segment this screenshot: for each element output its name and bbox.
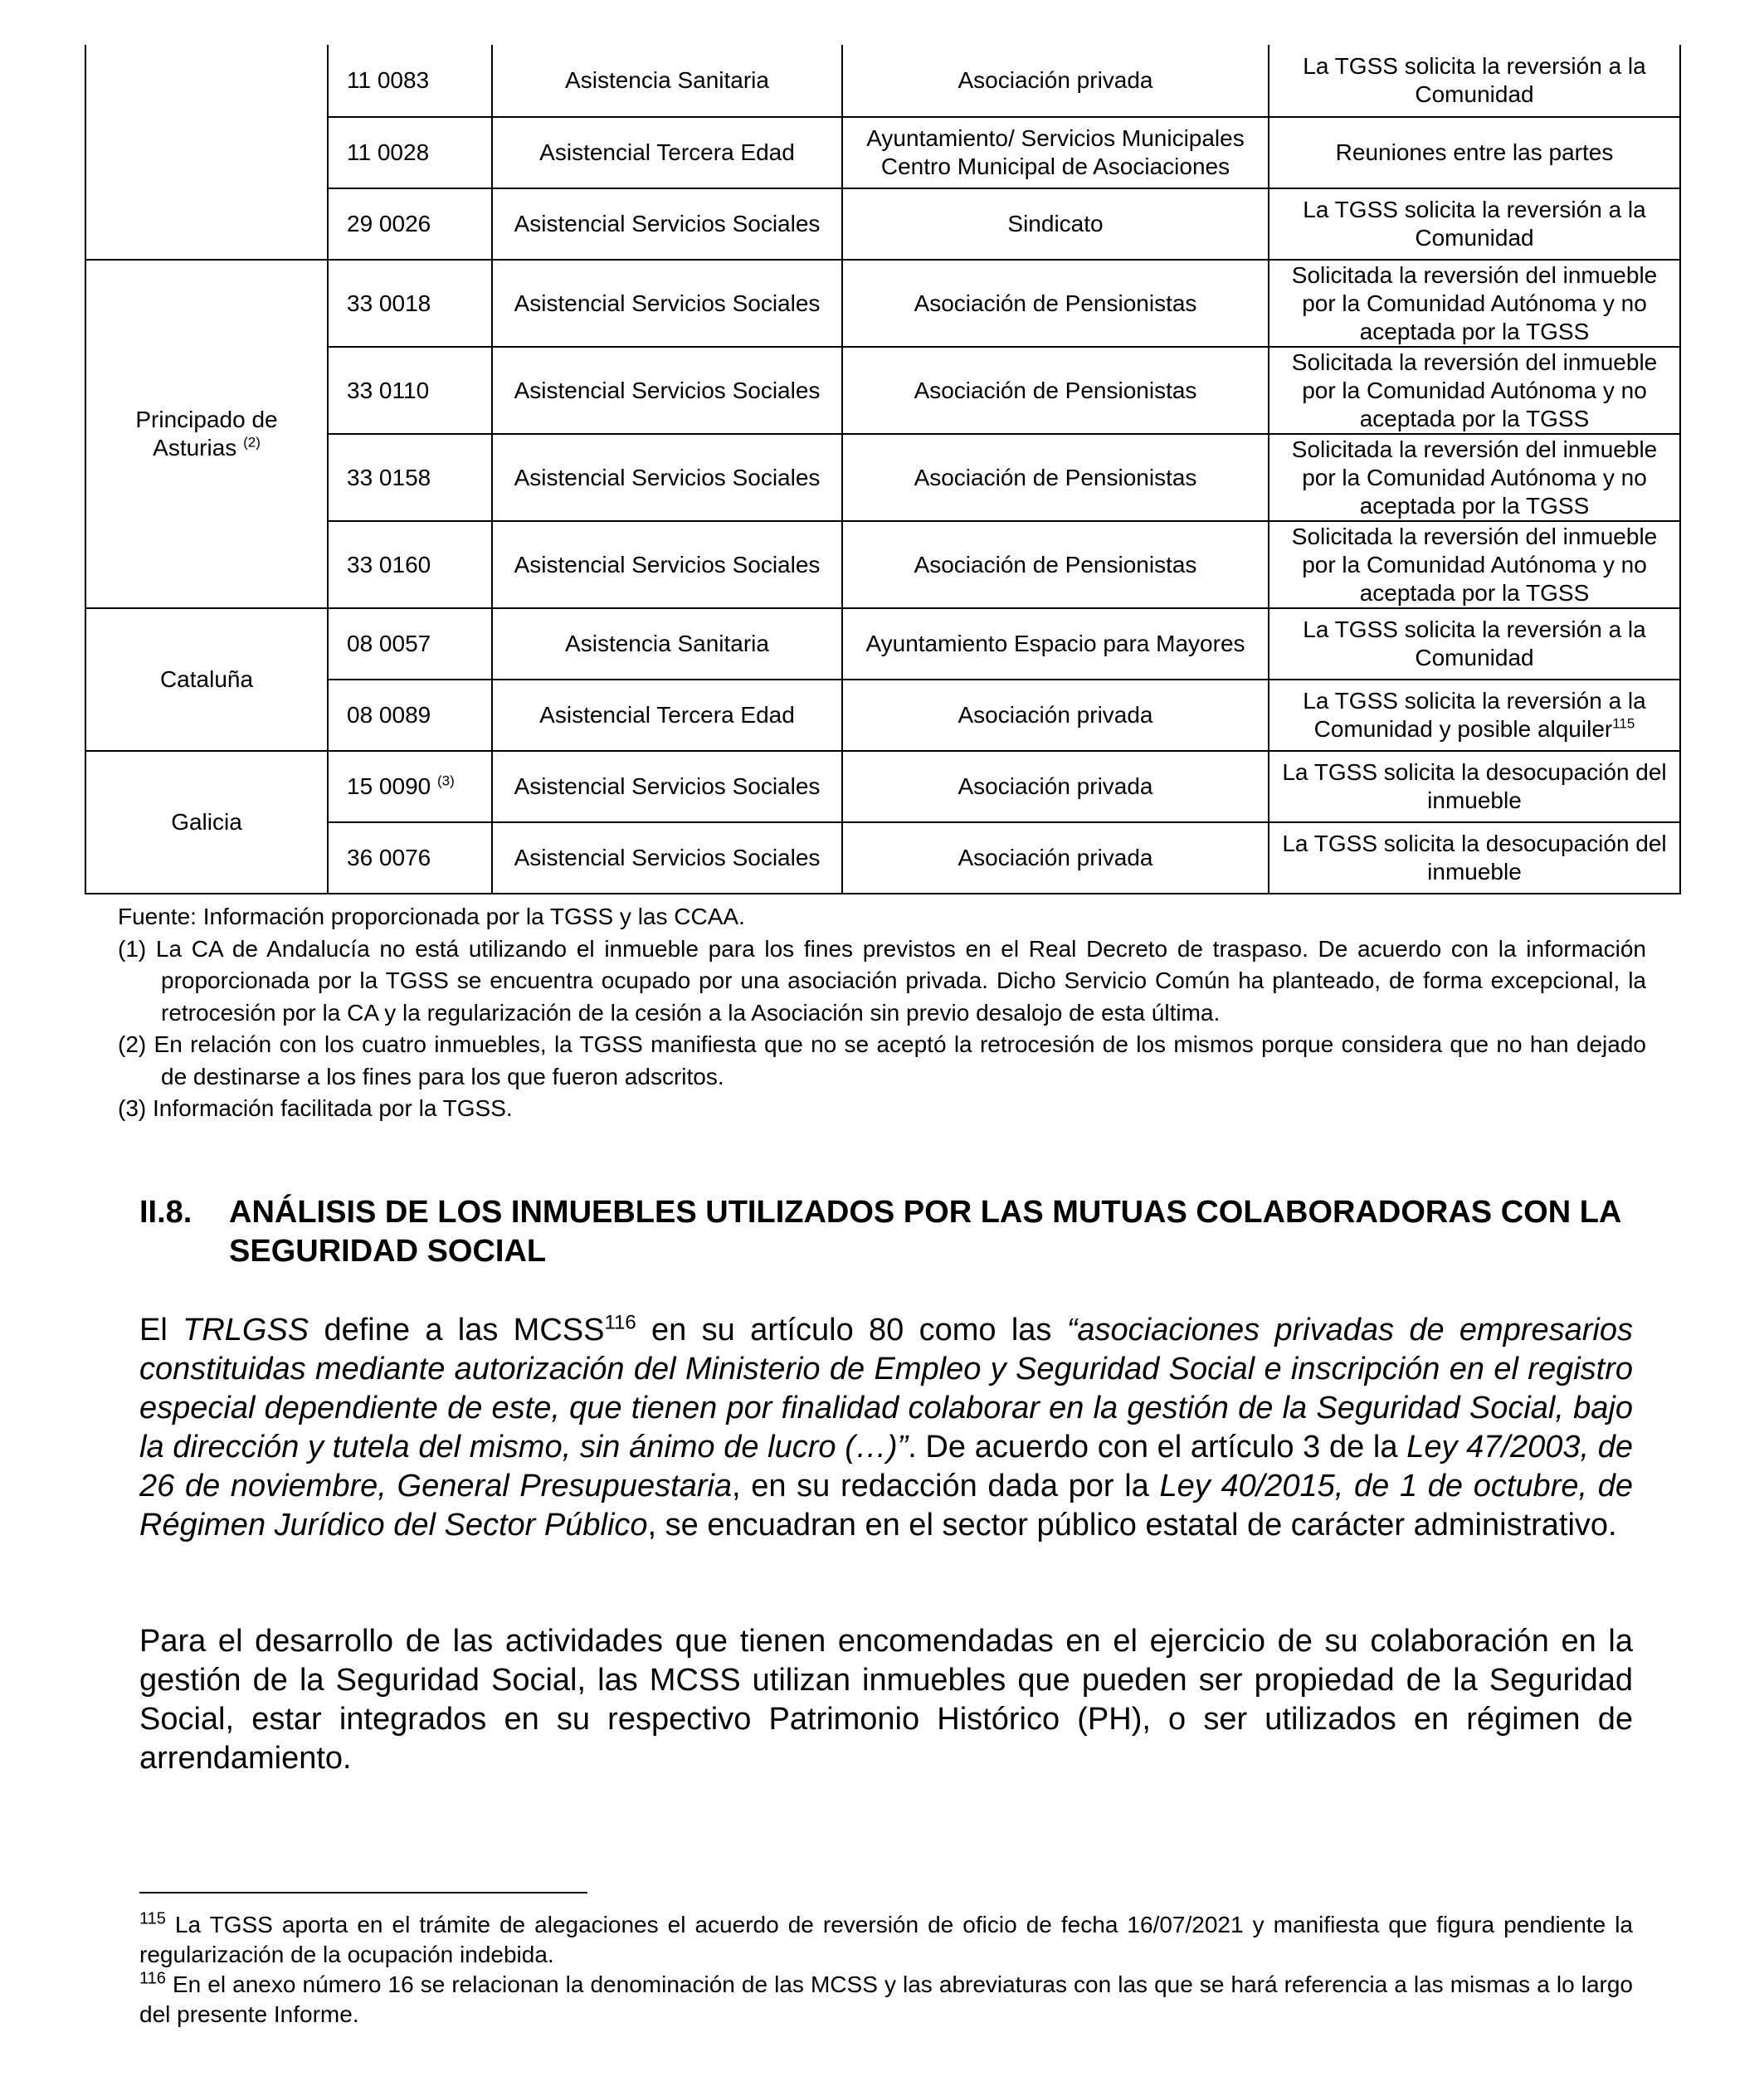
- occupant-cell: Asociación privada: [842, 680, 1269, 751]
- occupant-cell: Asociación privada: [842, 751, 1269, 822]
- occupant-cell: Asociación privada: [842, 45, 1269, 117]
- footnote-number: 116: [139, 1969, 166, 1988]
- code-cell: [328, 751, 492, 822]
- section-heading: [139, 1193, 1723, 1271]
- status-cell: Reuniones entre las partes: [1269, 117, 1680, 188]
- status-cell: Solicitada la reversión del inmueble por la Comunidad Autónoma y no aceptada por la TGSS: [1269, 347, 1680, 434]
- occupant-line: Ayuntamiento/ Servicios Municipales: [866, 125, 1245, 151]
- code-cell: 33 0110: [328, 347, 492, 434]
- text-run-italic: “asociaciones privadas de empresarios constituidas mediante autorización del Ministerio de Empleo y Seguridad Social e inscripción en el registro especial dependiente de este, que tienen por finalidad colaborar en la gestión de la Seguridad Social, bajo la dirección y tutela del mismo, sin ánimo de lucro (…)”: [139, 1313, 1633, 1464]
- text-run: , en su redacción dada por la: [732, 1469, 1160, 1503]
- text-run: El: [139, 1313, 183, 1348]
- section-number: II.8.: [139, 1195, 192, 1230]
- code-cell: 11 0028: [328, 117, 492, 188]
- region-cell-andalucia: [85, 45, 328, 260]
- text-run-italic: Ley 40/2015, de 1 de octubre, de Régimen Jurídico del Sector Público: [139, 1469, 1633, 1542]
- occupant-cell: Sindicato: [842, 188, 1269, 260]
- status-cell: Solicitada la reversión del inmueble por la Comunidad Autónoma y no aceptada por la TGSS: [1269, 260, 1680, 347]
- code-cell: 11 0083: [328, 45, 492, 117]
- status-cell: La TGSS solicita la desocupación del inmueble: [1269, 751, 1680, 822]
- code-cell: 36 0076: [328, 822, 492, 894]
- region-note: (2): [243, 434, 261, 451]
- table-row: [85, 751, 1680, 822]
- type-cell: Asistencial Servicios Sociales: [492, 347, 842, 434]
- footnote-text: La TGSS aporta en el trámite de alegaciones el acuerdo de reversión de oficio de fecha 16/07/2021 y manifiesta que figura pendiente la regularización de la ocupación indebida.: [139, 1912, 1633, 1967]
- status-cell: La TGSS solicita la reversión a la Comunidad: [1269, 45, 1680, 117]
- region-line: Principado de: [135, 407, 278, 432]
- text-run: en su artículo 80 como las: [636, 1313, 1067, 1348]
- region-cell-cataluna: Cataluña: [85, 608, 328, 751]
- table-note-2: (2) En relación con los cuatro inmuebles, la TGSS manifiesta que no se aceptó la retrocesión de los mismos porque considera que no han dejado de destinarse a los fines para los que fueron adscritos.: [118, 1031, 1646, 1089]
- occupant-cell: Asociación de Pensionistas: [842, 260, 1269, 347]
- type-cell: Asistencial Tercera Edad: [492, 680, 842, 751]
- type-cell: Asistencial Servicios Sociales: [492, 751, 842, 822]
- occupant-cell: [842, 117, 1269, 188]
- region-cell-asturias: [85, 260, 328, 608]
- footnote-ref[interactable]: 116: [604, 1311, 636, 1334]
- code-note: (3): [437, 772, 455, 789]
- footnote-116: [139, 1970, 1633, 2030]
- occupant-cell: Asociación de Pensionistas: [842, 347, 1269, 434]
- code-value: 15 0090: [347, 773, 431, 799]
- type-cell: Asistencia Sanitaria: [492, 45, 842, 117]
- footnote-separator: [139, 1892, 587, 1893]
- region-cell-galicia: Galicia: [85, 751, 328, 894]
- type-cell: Asistencial Servicios Sociales: [492, 521, 842, 608]
- type-cell: Asistencial Servicios Sociales: [492, 822, 842, 894]
- text-run: . De acuerdo con el artículo 3 de la: [908, 1430, 1407, 1464]
- code-cell: 08 0057: [328, 608, 492, 680]
- type-cell: Asistencial Servicios Sociales: [492, 434, 842, 521]
- type-cell: Asistencial Tercera Edad: [492, 117, 842, 188]
- code-cell: 33 0158: [328, 434, 492, 521]
- paragraph-2: Para el desarrollo de las actividades que tienen encomendadas en el ejercicio de su colaboración en la gestión de la Seguridad Social, las MCSS utilizan inmuebles que pueden ser propiedad de la Seguridad Social, estar integrados en su respectivo Patrimonio Histórico (PH), o ser utilizados en régimen de arrendamiento.: [139, 1624, 1633, 1776]
- occupant-line: Centro Municipal de Asociaciones: [880, 154, 1230, 179]
- table-row: [85, 608, 1680, 680]
- status-cell: Solicitada la reversión del inmueble por la Comunidad Autónoma y no aceptada por la TGSS: [1269, 434, 1680, 521]
- type-cell: Asistencia Sanitaria: [492, 608, 842, 680]
- code-cell: 29 0026: [328, 188, 492, 260]
- property-table: [85, 45, 1681, 894]
- text-run: define a las MCSS: [309, 1313, 605, 1348]
- code-cell: 08 0089: [328, 680, 492, 751]
- footnote-number: 115: [139, 1909, 166, 1928]
- type-cell: Asistencial Servicios Sociales: [492, 260, 842, 347]
- footnotes: [139, 1910, 1633, 2030]
- table-note-1: (1) La CA de Andalucía no está utilizando el inmueble para los fines previstos en el Real Decreto de traspaso. De acuerdo con la información proporcionada por la TGSS se encuentra ocupado por una asociación privada. Dicho Servicio Común ha planteado, de forma excepcional, la retrocesión por la CA y la regularización de la cesión a la Asociación sin previo desalojo de esta última.: [118, 935, 1646, 1026]
- status-line: La TGSS solicita la reversión a la: [1303, 688, 1646, 714]
- section-title: ANÁLISIS DE LOS INMUEBLES UTILIZADOS POR LAS MUTUAS COLABORADORAS CON LA SEGURIDAD SOCIAL: [229, 1195, 1620, 1269]
- text-run-italic: TRLGSS: [183, 1313, 309, 1348]
- text-run: , se encuadran en el sector público estatal de carácter administrativo.: [647, 1508, 1617, 1542]
- table-source: Fuente: Información proporcionada por la TGSS y las CCAA.: [118, 904, 745, 929]
- footnote-115: [139, 1910, 1633, 1970]
- paragraph-1: [139, 1311, 1633, 1545]
- status-cell: Solicitada la reversión del inmueble por la Comunidad Autónoma y no aceptada por la TGSS: [1269, 521, 1680, 608]
- table-row: [85, 45, 1680, 117]
- footnote-text: En el anexo número 16 se relacionan la denominación de las MCSS y las abreviaturas con las que se hará referencia a las mismas a lo largo del presente Informe.: [139, 1971, 1633, 2027]
- status-cell: La TGSS solicita la reversión a la Comunidad: [1269, 608, 1680, 680]
- status-cell: La TGSS solicita la reversión a la Comunidad: [1269, 188, 1680, 260]
- table-row: [85, 260, 1680, 347]
- occupant-cell: Asociación privada: [842, 822, 1269, 894]
- occupant-cell: Asociación de Pensionistas: [842, 521, 1269, 608]
- code-cell: 33 0018: [328, 260, 492, 347]
- footnote-ref[interactable]: 115: [1612, 715, 1635, 732]
- status-line: Comunidad y posible alquiler: [1313, 716, 1613, 742]
- status-cell: La TGSS solicita la desocupación del inmueble: [1269, 822, 1680, 894]
- table-note-3: (3) Información facilitada por la TGSS.: [118, 1095, 513, 1121]
- type-cell: Asistencial Servicios Sociales: [492, 188, 842, 260]
- table-notes: [118, 901, 1646, 1125]
- text-run-italic: Ley 47/2003, de 26 de noviembre, General Presupuestaria: [139, 1430, 1633, 1503]
- region-line: Asturias: [153, 435, 237, 461]
- status-cell: [1269, 680, 1680, 751]
- occupant-cell: Asociación de Pensionistas: [842, 434, 1269, 521]
- occupant-cell: Ayuntamiento Espacio para Mayores: [842, 608, 1269, 680]
- code-cell: 33 0160: [328, 521, 492, 608]
